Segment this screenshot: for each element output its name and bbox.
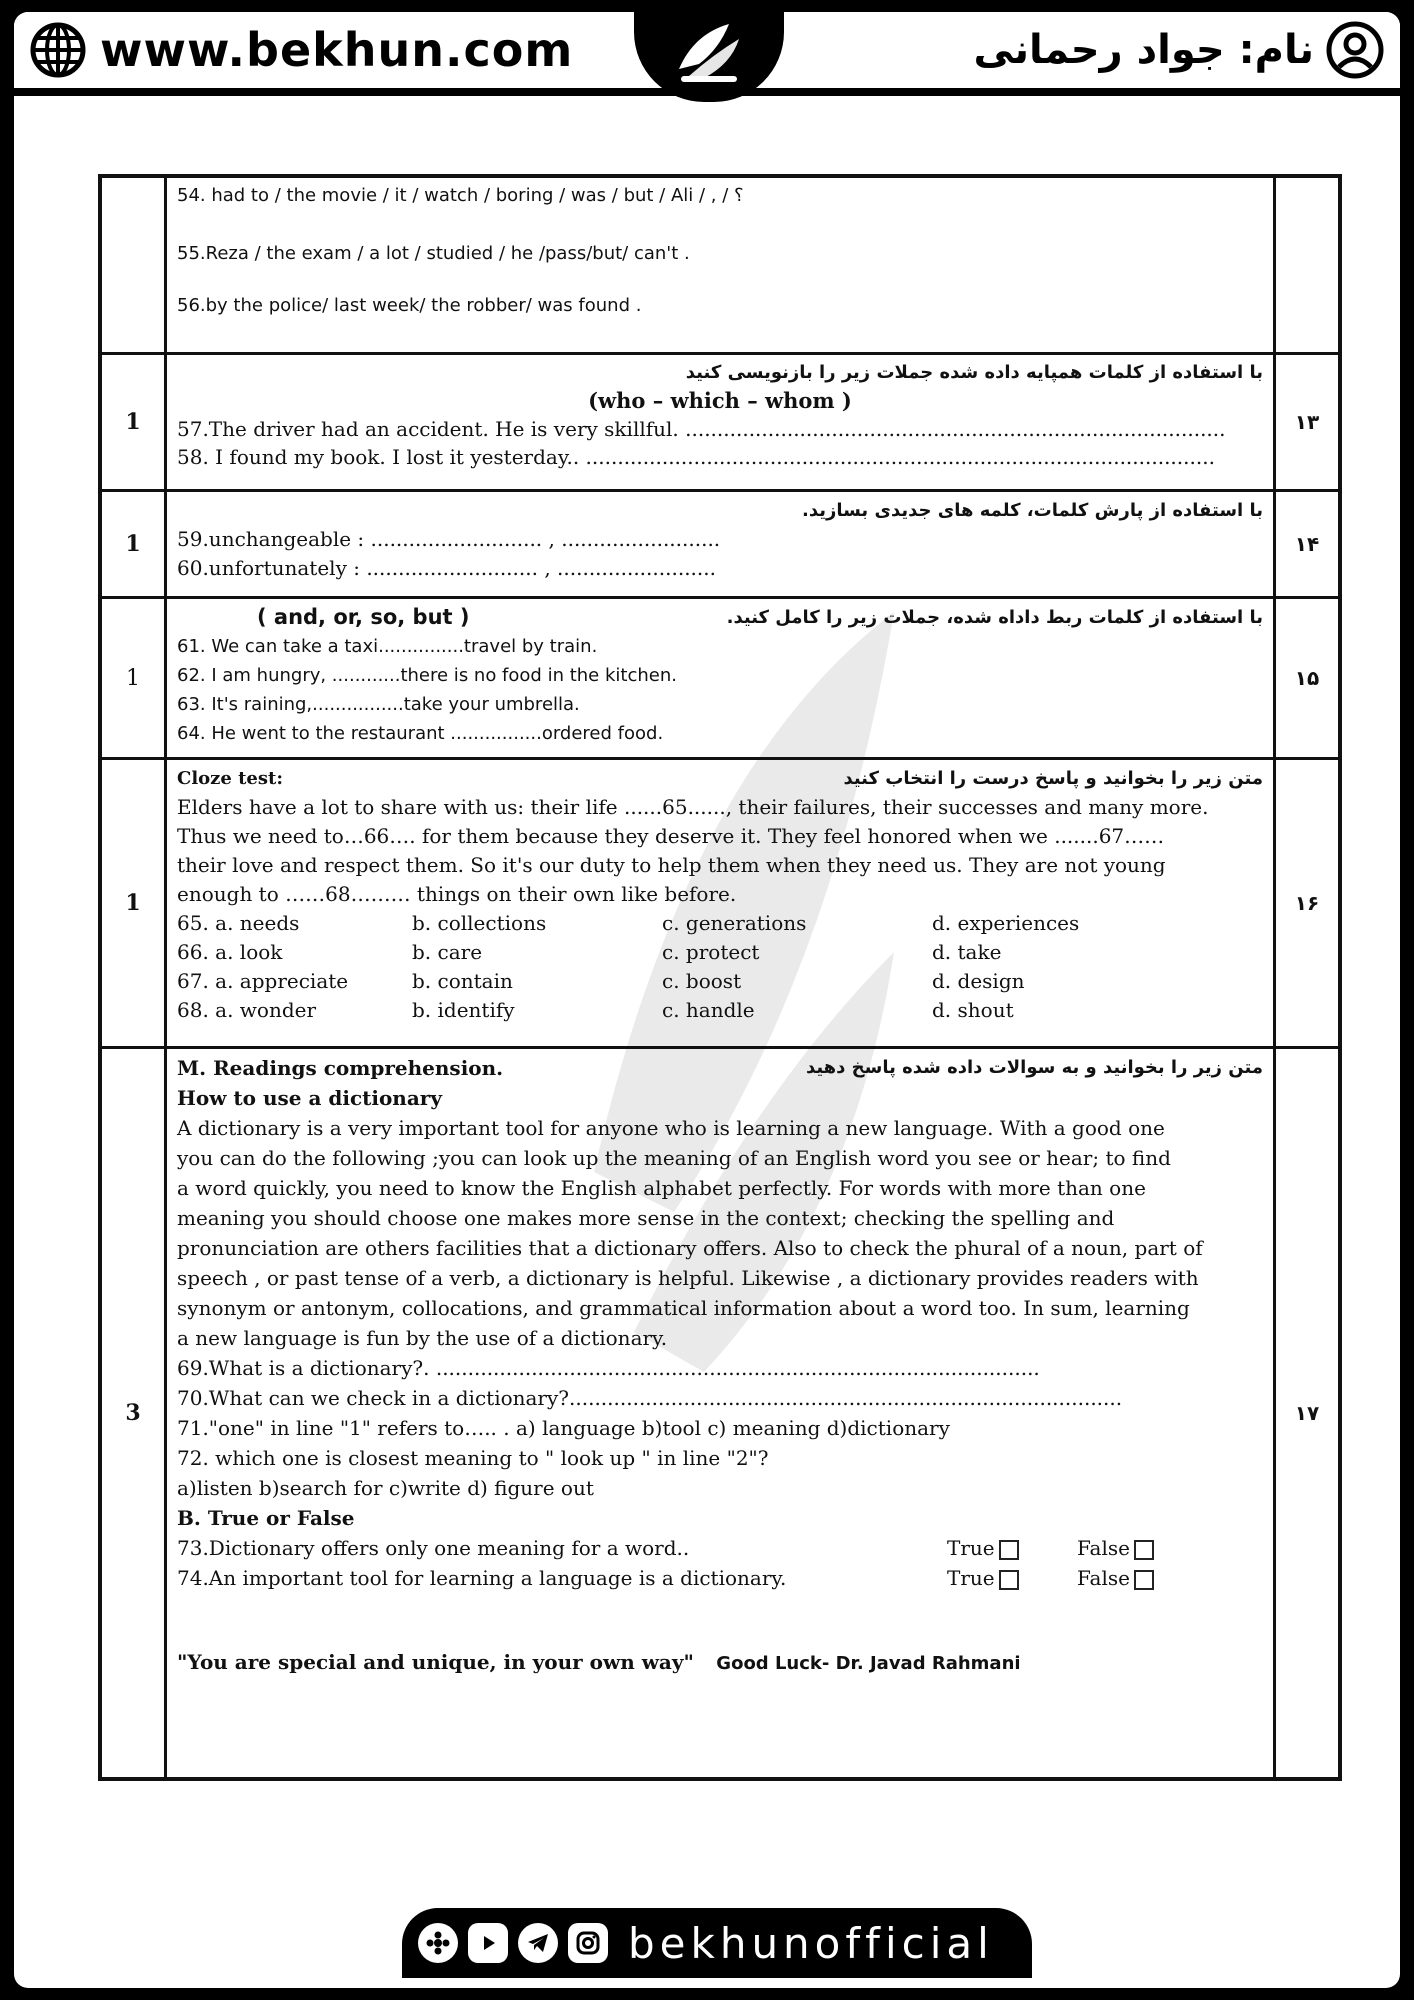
option: c. boost xyxy=(662,969,742,993)
checkbox-icon[interactable] xyxy=(999,1540,1019,1560)
instruction-15: با استفاده از کلمات ربط داداه شده، جملات زیر را کامل کنید. xyxy=(726,607,1263,628)
word-list-13: (who – which – whom ) xyxy=(588,388,852,413)
question-59: 59.unchangeable : ........................... , ......................... xyxy=(177,527,721,551)
question-58: 58. I found my book. I lost it yesterday.. ................................................................................................... xyxy=(177,445,1215,469)
option: d. design xyxy=(932,969,1025,993)
brand-logo xyxy=(634,12,784,102)
options-66 xyxy=(177,938,1263,967)
options-68 xyxy=(177,996,1263,1025)
quote-text: "You are special and unique, in your own way" xyxy=(177,1650,694,1674)
section-sentence-order xyxy=(102,178,1338,355)
false-label: False xyxy=(1077,1566,1130,1590)
reading-title: M. Readings comprehension. xyxy=(177,1056,504,1080)
reading-line: speech , or past tense of a verb, a dictionary is helpful. Likewise , a dictionary provides readers with xyxy=(177,1266,1199,1290)
question-54: 54. had to / the movie / it / watch / boring / was / but / Ali / , / ؟ xyxy=(177,185,744,206)
false-option[interactable] xyxy=(1077,1563,1207,1593)
question-cell xyxy=(167,492,1273,596)
score-cell: 3 xyxy=(102,1049,167,1777)
option: 66. a. look xyxy=(177,940,283,964)
question-64: 64. He went to the restaurant ................ordered food. xyxy=(177,723,664,744)
reading-subtitle: How to use a dictionary xyxy=(177,1086,442,1110)
question-73-text: 73.Dictionary offers only one meaning for a word.. xyxy=(177,1536,690,1560)
options-65 xyxy=(177,909,1263,938)
teacher-name xyxy=(973,20,1384,80)
page-frame xyxy=(14,12,1400,1988)
true-false-title: B. True or False xyxy=(177,1506,355,1530)
question-69: 69.What is a dictionary?. ............................................................................................... xyxy=(177,1356,1040,1380)
number-cell: ۱۵ xyxy=(1273,599,1338,757)
reading-line: a word quickly, you need to know the English alphabet perfectly. For words with more than one xyxy=(177,1176,1146,1200)
option: 68. a. wonder xyxy=(177,998,317,1022)
question-61: 61. We can take a taxi...............travel by train. xyxy=(177,636,598,657)
instruction-17: متن زیر را بخوانید و به سوالات داده شده پاسخ دهید xyxy=(805,1057,1263,1078)
logo-icon xyxy=(659,14,759,94)
social-handle[interactable]: bekhunofficial xyxy=(628,1918,994,1968)
aparat-icon[interactable] xyxy=(418,1923,458,1963)
reading-line: a new language is fun by the use of a dictionary. xyxy=(177,1326,668,1350)
true-option[interactable] xyxy=(947,1563,1077,1593)
signature-text: Good Luck- Dr. Javad Rahmani xyxy=(716,1653,1021,1674)
cloze-line-4: enough to ……68……… things on their own like before. xyxy=(177,882,737,906)
section-16 xyxy=(102,760,1338,1049)
word-list-15: ( and, or, so, but ) xyxy=(257,605,470,629)
question-62: 62. I am hungry, ............there is no food in the kitchen. xyxy=(177,665,677,686)
option: b. contain xyxy=(412,969,513,993)
score-cell: 1 xyxy=(102,492,167,596)
closing-line xyxy=(177,1647,1263,1679)
number-cell: ۱۴ xyxy=(1273,492,1338,596)
reading-line: meaning you should choose one makes more sense in the context; checking the spelling and xyxy=(177,1206,1115,1230)
header-17 xyxy=(177,1053,1263,1083)
cloze-line-1: Elders have a lot to share with us: their life ......65......, their failures, their successes and many more. xyxy=(177,795,1209,819)
question-cell xyxy=(167,760,1273,1046)
reading-line: you can do the following ;you can look up the meaning of an English word you see or hear; to find xyxy=(177,1146,1171,1170)
option: c. generations xyxy=(662,911,807,935)
option: c. protect xyxy=(662,940,760,964)
true-label: True xyxy=(947,1566,995,1590)
question-63: 63. It's raining,................take your umbrella. xyxy=(177,694,580,715)
header-bar xyxy=(14,12,1400,96)
header-16 xyxy=(177,764,1263,793)
question-cell xyxy=(167,599,1273,757)
exam-table xyxy=(98,174,1342,1781)
section-17 xyxy=(102,1049,1338,1777)
question-74-text: 74.An important tool for learning a language is a dictionary. xyxy=(177,1566,787,1590)
question-cell xyxy=(167,1049,1273,1777)
reading-line: A dictionary is a very important tool for anyone who is learning a new language. With a good one xyxy=(177,1116,1165,1140)
score-cell xyxy=(102,178,167,352)
cloze-line-2: Thus we need to…66…. for them because they deserve it. They feel honored when we .......67…… xyxy=(177,824,1165,848)
number-cell: ۱۷ xyxy=(1273,1049,1338,1777)
option: c. handle xyxy=(662,998,755,1022)
question-60: 60.unfortunately : ........................... , ......................... xyxy=(177,556,716,580)
website-text: www.bekhun.com xyxy=(100,23,574,77)
question-72-options: a)listen b)search for c)write d) figure out xyxy=(177,1476,594,1500)
instruction-13: با استفاده از کلمات همپایه داده شده جملات زیر را بازنویسی کنید xyxy=(685,362,1263,383)
checkbox-icon[interactable] xyxy=(1134,1540,1154,1560)
option: b. collections xyxy=(412,911,547,935)
header-15 xyxy=(177,603,1263,632)
score-cell: 1 xyxy=(102,599,167,757)
number-cell: ۱۶ xyxy=(1273,760,1338,1046)
section-15 xyxy=(102,599,1338,760)
option: d. shout xyxy=(932,998,1014,1022)
cloze-title: Cloze test: xyxy=(177,768,283,789)
checkbox-icon[interactable] xyxy=(999,1570,1019,1590)
number-cell: ۱۳ xyxy=(1273,355,1338,489)
question-74 xyxy=(177,1563,1263,1593)
false-label: False xyxy=(1077,1536,1130,1560)
score-cell: 1 xyxy=(102,760,167,1046)
question-70: 70.What can we check in a dictionary?....................................................................................... xyxy=(177,1386,1123,1410)
reading-line: pronunciation are others facilities that a dictionary offers. Also to check the phural of a noun, part of xyxy=(177,1236,1203,1260)
telegram-icon[interactable] xyxy=(518,1923,558,1963)
option: b. identify xyxy=(412,998,515,1022)
option: 67. a. appreciate xyxy=(177,969,349,993)
section-13 xyxy=(102,355,1338,492)
question-56: 56.by the police/ last week/ the robber/ was found . xyxy=(177,295,642,316)
instruction-14: با استفاده از پارش کلمات، کلمه های جدیدی بسازید. xyxy=(801,500,1263,521)
question-57: 57.The driver had an accident. He is very skillful. ..................................................................................... xyxy=(177,417,1226,441)
number-cell xyxy=(1273,178,1338,352)
reading-line: synonym or antonym, collocations, and grammatical information about a word too. In sum, learning xyxy=(177,1296,1190,1320)
section-14 xyxy=(102,492,1338,599)
option: d. take xyxy=(932,940,1002,964)
option: d. experiences xyxy=(932,911,1080,935)
question-72: 72. which one is closest meaning to " look up " in line "2"? xyxy=(177,1446,769,1470)
option: b. care xyxy=(412,940,483,964)
question-73 xyxy=(177,1533,1263,1563)
question-cell xyxy=(167,178,1273,352)
cloze-line-3: their love and respect them. So it's our duty to help them when they need us. They are not young xyxy=(177,853,1166,877)
options-67 xyxy=(177,967,1263,996)
website-link[interactable] xyxy=(30,20,573,80)
instagram-icon[interactable] xyxy=(568,1923,608,1963)
checkbox-icon[interactable] xyxy=(1134,1570,1154,1590)
instruction-16: متن زیر را بخوانید و پاسخ درست را انتخاب کنید xyxy=(843,768,1263,789)
user-icon xyxy=(1326,21,1384,79)
youtube-icon[interactable] xyxy=(468,1923,508,1963)
social-bar xyxy=(402,1908,1032,1978)
option: 65. a. needs xyxy=(177,911,300,935)
question-55: 55.Reza / the exam / a lot / studied / he /pass/but/ can't . xyxy=(177,243,690,264)
globe-icon xyxy=(30,22,86,78)
question-71: 71."one" in line "1" refers to….. . a) language b)tool c) meaning d)dictionary xyxy=(177,1416,950,1440)
true-label: True xyxy=(947,1536,995,1560)
question-cell xyxy=(167,355,1273,489)
true-option[interactable] xyxy=(947,1533,1077,1563)
false-option[interactable] xyxy=(1077,1533,1207,1563)
teacher-name-text: نام: جواد رحمانی xyxy=(973,27,1314,73)
score-cell: 1 xyxy=(102,355,167,489)
